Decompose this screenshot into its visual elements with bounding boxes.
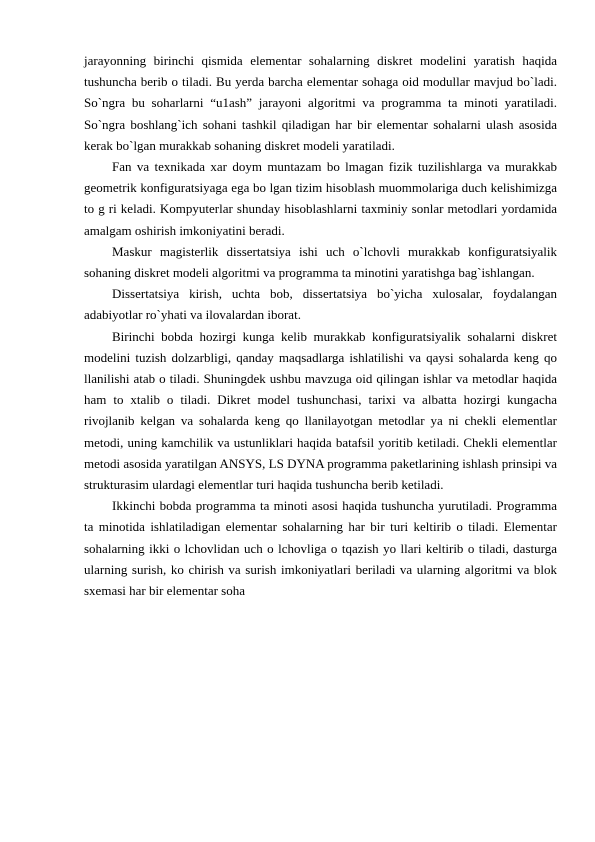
paragraph-chapter-two: Ikkinchi bobda programma ta minoti asosi haqida tushuncha yurutiladi. Programma ta minotida ishlatiladigan elementar sohalarning har bir turi keltirib o tiladi. Elementar sohalarning ikki o lchovlidan uch o lchovliga o tqazish yo llari keltirib o tiladi, dasturga ularning surish, ko chirish va surish imkoniyatlari beriladi va ularning algoritmi va blok sxemasi har bir elementar soha: [84, 498, 557, 599]
paragraph-intro-continuation: jarayonning birinchi qismida elementar sohalarning diskret modelini yaratish haqida tushuncha berib o tiladi. Bu yerda barcha elementar sohaga oid modullar mavjud bo`ladi. So`ngra bu soharlarni “u1ash” jarayoni algoritmi va programma ta minoti yaratiladi. So`ngra boshlang`ich sohani tashkil qiladigan har bir elementar sohalarni ulash asosida kerak bo`lgan murakkab sohaning diskret modeli yaratiladi.: [84, 53, 557, 153]
paragraph-complex-geometry: Fan va texnikada xar doym muntazam bo lmagan fizik tuzilishlarga va murakkab geometrik konfiguratsiyaga ega bo lgan tizim hisoblash muommolariga duch kelishimizga to g ri keladi. Kompyuterlar shunday hisoblashlarni taxminiy sonlar metodlari yordamida amalgam oshirish imkoniyatini beradi.: [84, 159, 557, 238]
document-page: [84, 50, 557, 601]
paragraph-dissertation-structure: Dissertatsiya kirish, uchta bob, dissertatsiya bo`yicha xulosalar, foydalangan adabiyotlar ro`yhati va ilovalardan iborat.: [84, 286, 557, 323]
paragraph-dissertation-purpose: Maskur magisterlik dissertatsiya ishi uch o`lchovli murakkab konfiguratsiyalik sohaning diskret modeli algoritmi va programma ta minotini yaratishga bag`ishlangan.: [84, 243, 557, 281]
paragraph-chapter-one: Birinchi bobda hozirgi kunga kelib murakkab konfiguratsiyalik sohalarni diskret modelini tuzish dolzarbligi, qanday maqsadlarga ishlatilishi va qaysi sohalarda keng qo llanilishi atab o tiladi. Shuningdek ushbu mavzuga oid qilingan ishlar va metodlar haqida ham to xtalib o tiladi. Dikret model tushunchasi, tarixi va albatta hozirgi kungacha rivojlanib kelgan va sohalarda keng qo llanilayotgan metodlar ya ni chekli elementlar metodi, uning kamchilik va ustunliklari haqida batafsil yoritib ketiladi. Chekli elementlar metodi asosida yaratilgan ANSYS, LS DYNA programma paketlarining ishlash prinsipi va strukturasim ulardagi elementlar turi haqida tushuncha berib ketiladi.: [84, 328, 557, 493]
